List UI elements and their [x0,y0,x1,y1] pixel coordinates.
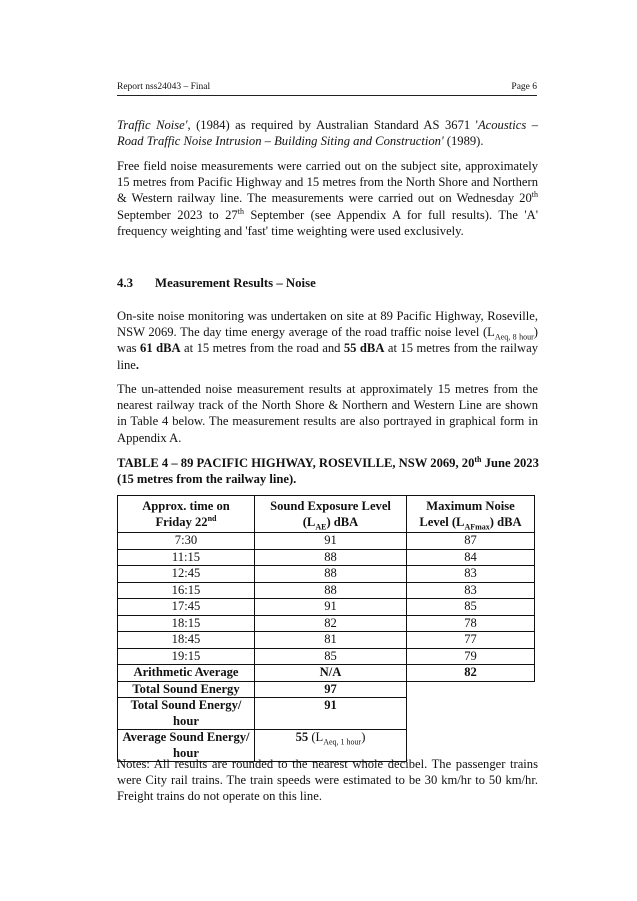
paragraph-standard-reference: Traffic Noise', (1984) as required by Australian Standard AS 3671 'Acoustics – Road Traffic Noise Intrusion – Building Siting and Construction' (1989). [117,118,538,149]
table-row: 18:45 81 77 [118,632,535,649]
table-row: 17:45 91 85 [118,599,535,616]
header-time: Approx. time on Friday 22nd [118,496,255,533]
section-heading [117,276,316,291]
header-max-level: Maximum Noise Level $(L_{AFmax})$ dBA [407,496,535,533]
road-noise-value: 61 dBA [140,341,181,356]
table-row: 11:15 88 84 [118,549,535,566]
section-number: 4.3 [117,276,133,290]
page-number: Page 6 [511,82,537,92]
table-row: 18:15 82 78 [118,615,535,632]
table-row: 12:45 88 83 [118,566,535,583]
section-title: Measurement Results – Noise [155,276,316,290]
table-row: 7:30 91 87 [118,533,535,550]
table-row: 16:15 88 83 [118,582,535,599]
measurement-table [117,495,535,762]
paragraph-measurement-method: Free field noise measurements were carried out on the subject site, approximately 15 metres from Pacific Highway and 15 metres from the North Shore and Northern & Western railway line. The measurements were carried out on Wednesday 20th September 2023 to 27th September (see Appendix A for full results). The 'A' frequency weighting and 'fast' time weighting were used exclusively. [117,159,538,238]
average-sound-energy-row: Average Sound Energy/ hour 55 $(L_{Aeq, 1 hour})$ [118,730,535,762]
table-caption: TABLE 4 – 89 PACIFIC HIGHWAY, ROSEVILLE, NSW 2069, 20th June 2023 (15 metres from the railway line). [117,454,539,487]
report-id: Report nss24043 – Final [117,82,211,92]
paragraph-table-intro: The un-attended noise measurement results at approximately 15 metres from the nearest railway track of the North Shore & Northern and Western Line are shown in Table 4 below. The measurement results are also portrayed in graphical form in Appendix A. [117,382,538,445]
italic-title: Traffic Noise' [117,118,188,132]
rail-noise-value: 55 dBA [343,341,385,356]
arithmetic-average-row: Arithmetic Average N/A 82 [118,665,535,682]
italic-title: Acoustics – Road Traffic Noise Intrusion – Building Siting and Construction' [117,118,538,149]
total-sound-energy-row: Total Sound Energy 97 [118,681,535,698]
table-notes: Notes: All results are rounded to the nearest whole decibel. The passenger trains were City rail trains. The train speeds were estimated to be 30 km/hr to 50 km/hr. Freight trains do not operate on this line. [117,757,538,804]
average-sound-energy-value: 55 $(L_{Aeq, 1 hour})$ [255,730,407,762]
table-row: 19:15 85 79 [118,648,535,665]
paragraph-results-summary: On-site noise monitoring was undertaken on site at 89 Pacific Highway, Roseville, NSW 2069. The day time energy average of the road traffic noise level $(L_{Aeq, 8 hour})$ was 61 dBA at 15 metres from the road and 55 dBA at 15 metres from the railway line. [117,309,538,372]
total-sound-energy-per-hour-row: Total Sound Energy/ hour 91 [118,698,535,730]
page-header [117,82,537,96]
header-sel: Sound Exposure Level $(L_{AE})$ dBA [255,496,407,533]
table-header-row [118,496,535,533]
